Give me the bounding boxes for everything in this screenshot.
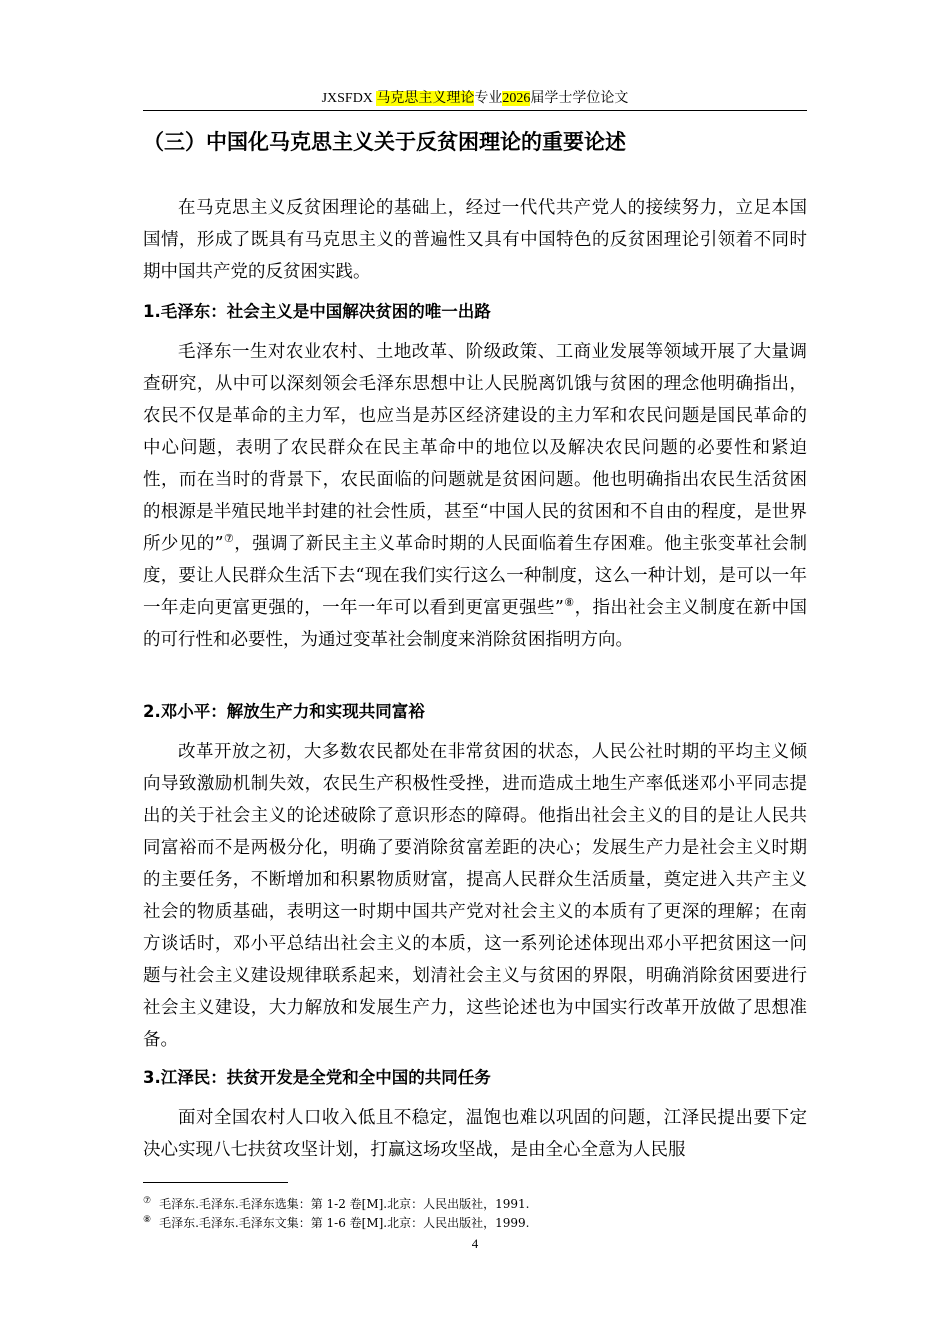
footnote-8-text: 毛泽东.毛泽东.毛泽东文集：第 1-6 卷[M].北京：人民出版社，1999. xyxy=(159,1216,530,1230)
footnote-7-mark: ⑦ xyxy=(143,1196,152,1206)
paragraph-mao-part-b: ，强调了新民主主义革命时期的人民面临着生存困难。他主张变革社会制度，要让人民群众生活下去“现在我们实行这么一种制度，这么一种计划，是可以一年一年走向更富更强的，一年一年可以看到更富更强些” xyxy=(143,534,807,618)
footnote-7-text: 毛泽东.毛泽东.毛泽东选集：第 1-2 卷[M].北京：人民出版社，1991. xyxy=(159,1197,530,1211)
paragraph-mao-part-c: ，指出社会主义制度在新中国的可行性和必要性，为通过变革社会制度来消除贫困指明方向。 xyxy=(143,598,807,650)
paragraph-jiang: 面对全国农村人口收入低且不稳定，温饱也难以巩固的问题，江泽民提出要下定决心实现八七扶贫攻坚计划，打赢这场攻坚战，是由全心全意为人民服 xyxy=(143,1108,807,1160)
subheading-deng: 2.邓小平：解放生产力和实现共同富裕 xyxy=(143,702,425,721)
header-suffix: 届学士学位论文 xyxy=(530,91,629,106)
footnote-separator xyxy=(143,1182,288,1183)
footnote-8 xyxy=(143,1211,807,1232)
footnote-7 xyxy=(143,1192,807,1213)
header-prefix: JXSFDX xyxy=(321,91,377,106)
footnote-ref-8[interactable]: ⑧ xyxy=(563,596,575,610)
paragraph-mao-part-a: 毛泽东一生对农业农村、土地改革、阶级政策、工商业发展等领域开展了大量调查研究，从中可以深刻领会毛泽东思想中让人民脱离饥饿与贫困的理念他明确指出，农民不仅是革命的主力军，也应当是苏区经济建设的主力军和农民问题是国民革命的中心问题，表明了农民群众在民主革命中的地位以及解决农民问题的必要性和紧迫性，而在当时的背景下，农民面临的问题就是贫困问题。他也明确指出农民生活贫困的根源是半殖民地半封建的社会性质，甚至“中国人民的贫困和不自由的程度，是世界所少见的” xyxy=(143,342,807,554)
header-divider xyxy=(143,110,807,111)
paragraph-deng: 改革开放之初，大多数农民都处在非常贫困的状态，人民公社时期的平均主义倾向导致激励机制失效，农民生产积极性受挫，进而造成土地生产率低迷邓小平同志提出的关于社会主义的论述破除了意识形态的障碍。他指出社会主义的目的是让人民共同富裕而不是两极分化，明确了要消除贫富差距的决心；发展生产力是社会主义时期的主要任务，不断增加和积累物质财富，提高人民群众生活质量，奠定进入共产主义社会的物质基础，表明这一时期中国共产党对社会主义的本质有了更深的理解；在南方谈话时，邓小平总结出社会主义的本质，这一系列论述体现出邓小平把贫困这一问题与社会主义建设规律联系起来，划清社会主义与贫困的界限，明确消除贫困要进行社会主义建设，大力解放和发展生产力，这些论述也为中国实行改革开放做了思想准备。 xyxy=(143,742,807,1050)
page-number: 4 xyxy=(471,1236,479,1251)
footnote-8-mark: ⑧ xyxy=(143,1215,152,1225)
header-mid: 专业 xyxy=(474,91,503,106)
header-major-highlight: 马克思主义理论 xyxy=(376,91,475,106)
header-year-highlight: 2026 xyxy=(502,91,531,106)
section-title: （三）中国化马克思主义关于反贫困理论的重要论述 xyxy=(143,130,626,154)
subheading-jiang: 3.江泽民：扶贫开发是全党和全中国的共同任务 xyxy=(143,1068,491,1087)
running-header xyxy=(143,90,807,108)
intro-paragraph: 在马克思主义反贫困理论的基础上，经过一代代共产党人的接续努力，立足本国国情，形成了既具有马克思主义的普遍性又具有中国特色的反贫困理论引领着不同时期中国共产党的反贫困实践。 xyxy=(143,198,807,282)
paragraph-mao xyxy=(143,336,807,656)
subheading-mao: 1.毛泽东：社会主义是中国解决贫困的唯一出路 xyxy=(143,302,491,321)
footnote-ref-7[interactable]: ⑦ xyxy=(223,532,235,546)
